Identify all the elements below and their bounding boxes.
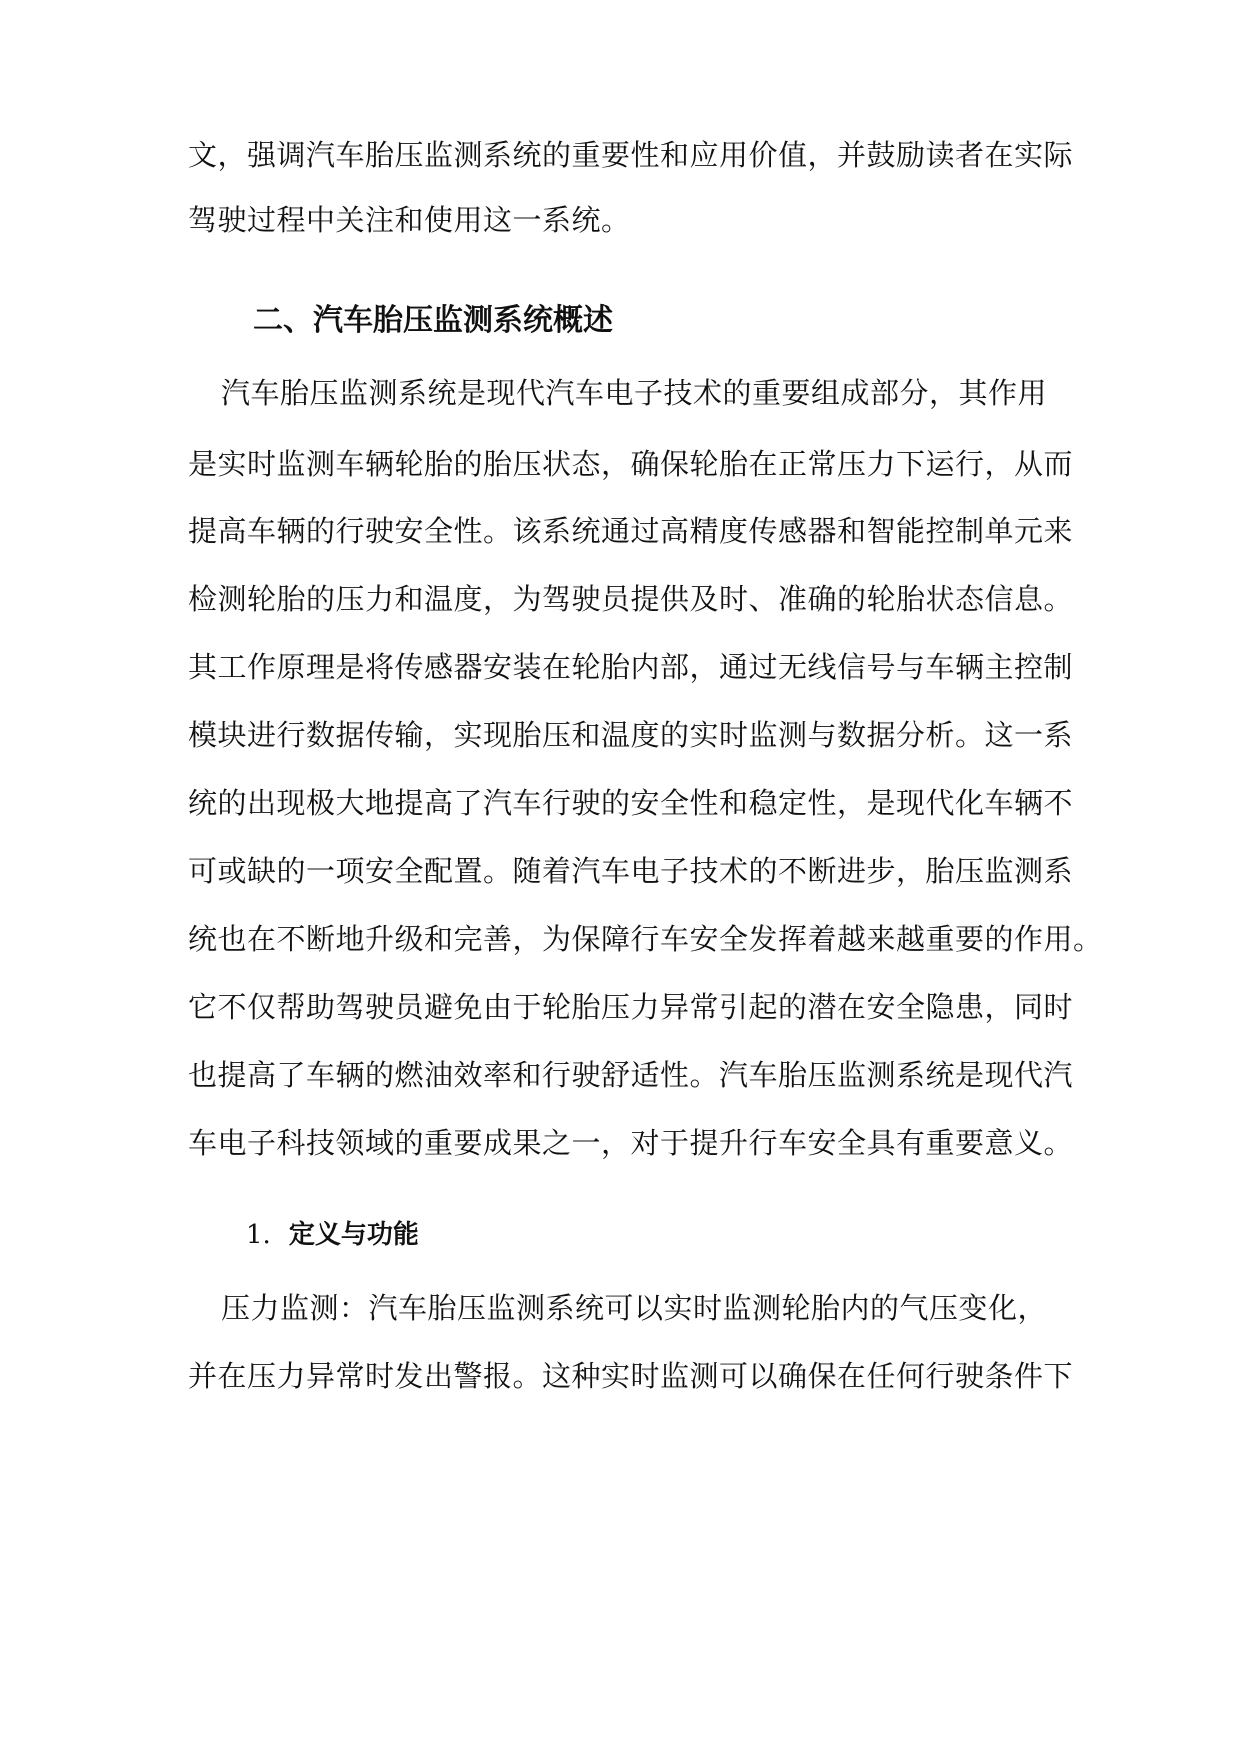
section-paragraph-line-6: 模块进行数据传输，实现胎压和温度的实时监测与数据分析。这一系 bbox=[188, 718, 1074, 752]
subsection-title: 定义与功能 bbox=[288, 1220, 419, 1250]
section-heading: 二、汽车胎压监测系统概述 bbox=[253, 303, 613, 338]
continuation-line-1: 文，强调汽车胎压监测系统的重要性和应用价值，并鼓励读者在实际 bbox=[188, 138, 1074, 172]
section-paragraph-line-8: 可或缺的一项安全配置。随着汽车电子技术的不断进步，胎压监测系 bbox=[188, 854, 1074, 888]
subsection-paragraph-line-2: 并在压力异常时发出警报。这种实时监测可以确保在任何行驶条件下 bbox=[188, 1359, 1074, 1393]
subsection-paragraph-line-1: 压力监测：汽车胎压监测系统可以实时监测轮胎内的气压变化， bbox=[221, 1291, 1048, 1325]
section-paragraph-line-10: 它不仅帮助驾驶员避免由于轮胎压力异常引起的潜在安全隐患，同时 bbox=[188, 990, 1074, 1024]
section-paragraph-line-3: 提高车辆的行驶安全性。该系统通过高精度传感器和智能控制单元来 bbox=[188, 514, 1074, 548]
section-paragraph-line-4: 检测轮胎的压力和温度，为驾驶员提供及时、准确的轮胎状态信息。 bbox=[188, 582, 1074, 616]
section-paragraph-line-1: 汽车胎压监测系统是现代汽车电子技术的重要组成部分，其作用 bbox=[221, 376, 1048, 410]
subsection-number: 1. bbox=[246, 1220, 271, 1250]
section-paragraph-line-9: 统也在不断地升级和完善，为保障行车安全发挥着越来越重要的作用。 bbox=[188, 922, 1103, 956]
section-paragraph-line-7: 统的出现极大地提高了汽车行驶的安全性和稳定性，是现代化车辆不 bbox=[188, 786, 1074, 820]
section-paragraph-line-2: 是实时监测车辆轮胎的胎压状态，确保轮胎在正常压力下运行，从而 bbox=[188, 447, 1074, 481]
continuation-line-2: 驾驶过程中关注和使用这一系统。 bbox=[188, 203, 631, 237]
section-paragraph-line-12: 车电子科技领域的重要成果之一，对于提升行车安全具有重要意义。 bbox=[188, 1126, 1074, 1160]
section-paragraph-line-5: 其工作原理是将传感器安装在轮胎内部，通过无线信号与车辆主控制 bbox=[188, 650, 1074, 684]
subsection-heading bbox=[246, 1217, 419, 1253]
section-paragraph-line-11: 也提高了车辆的燃油效率和行驶舒适性。汽车胎压监测系统是现代汽 bbox=[188, 1058, 1074, 1092]
